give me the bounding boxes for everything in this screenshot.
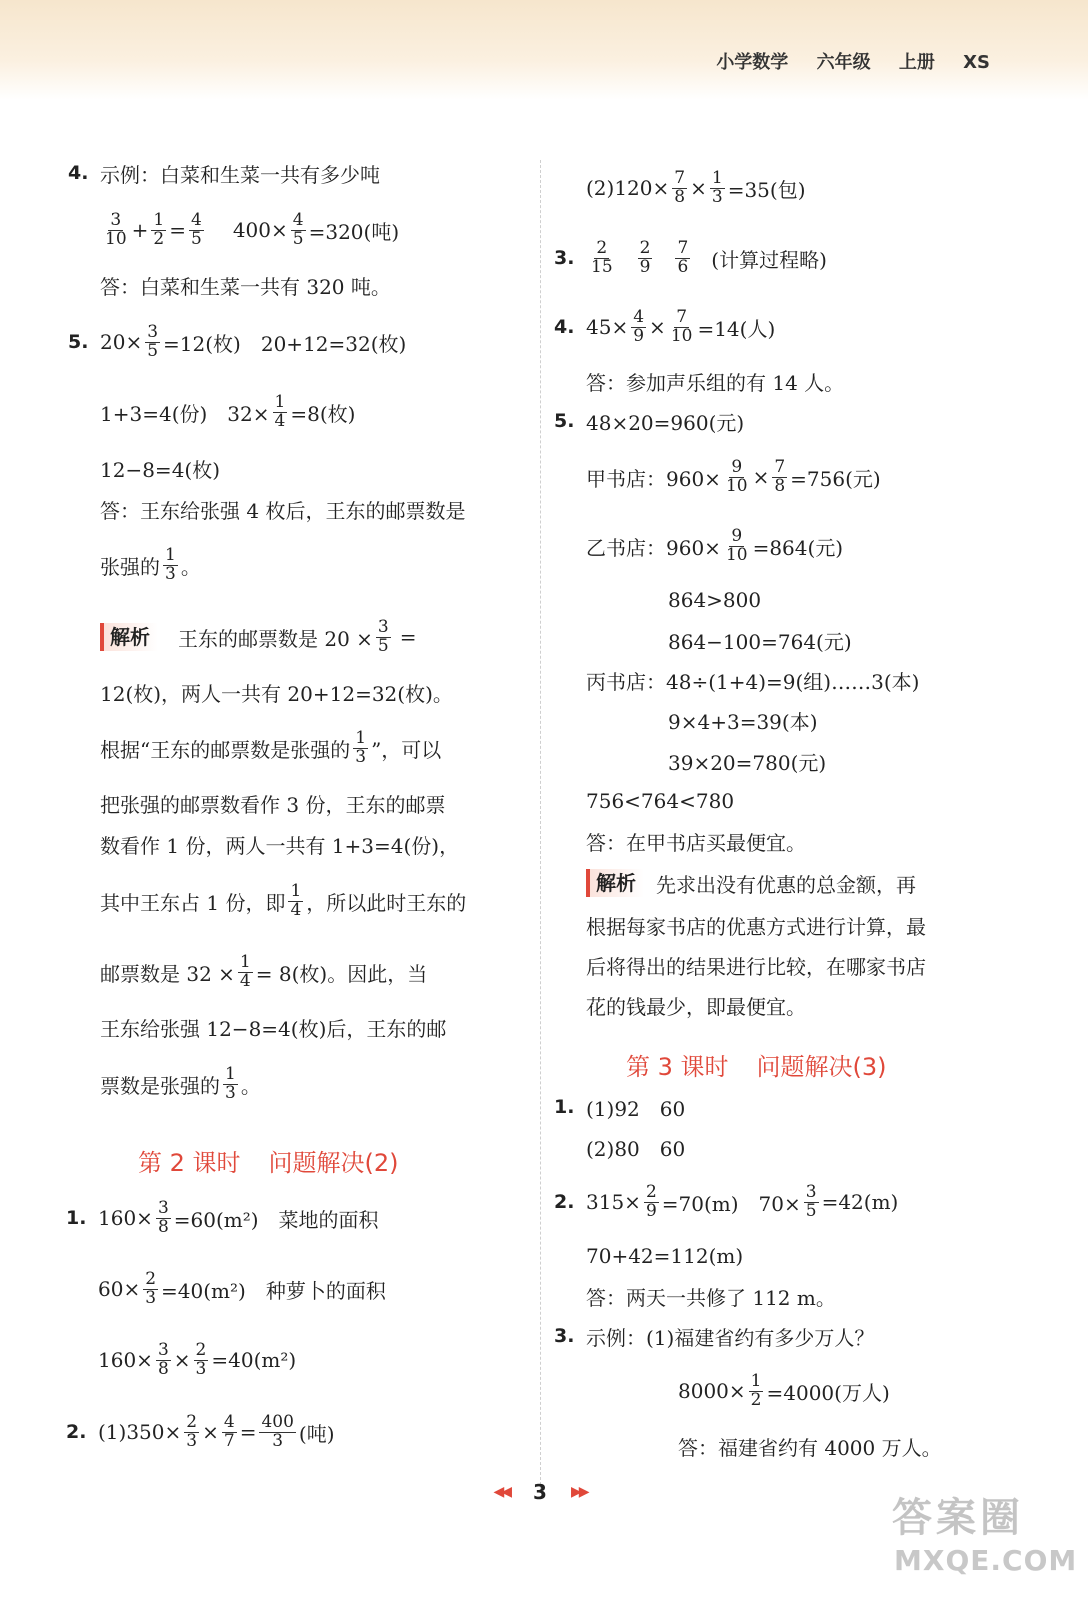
calc-text: =8(枚) xyxy=(290,401,356,426)
r4-answer: 答：参加声乐组的有 14 人。 xyxy=(586,370,845,395)
analysis-text: 先求出没有优惠的总金额，再 xyxy=(656,872,916,897)
fraction: $\frac{1}{3}$ xyxy=(165,544,176,584)
fraction: $\frac{2}{3}$ xyxy=(195,1339,207,1379)
lesson-title: 问题解决(2) xyxy=(268,1149,399,1177)
s3-calc xyxy=(678,1367,890,1415)
header-subject: 小学数学 xyxy=(716,52,789,73)
fraction: $\frac{3}{10}$ xyxy=(105,209,127,249)
times-sign: × xyxy=(649,315,666,339)
jiexi-line9 xyxy=(100,1060,261,1108)
s2-answer: 答：两天一共修了 112 m。 xyxy=(586,1285,836,1310)
fraction: $\frac{1}{4}$ xyxy=(274,391,286,431)
s3-line1 xyxy=(554,1312,874,1360)
fraction: $\frac{1}{4}$ xyxy=(290,880,302,920)
calc-text: =756(元) xyxy=(790,466,881,491)
r-jiexi-line3: 后将得出的结果进行比较，在哪家书店 xyxy=(586,954,926,979)
calc-text: (吨) xyxy=(298,1421,335,1446)
analysis-text: 票数是张强的 xyxy=(100,1073,220,1098)
calc-text: 400× xyxy=(232,218,288,242)
r5-order: 756<764<780 xyxy=(586,789,735,813)
calc-text: =70(m) 70× xyxy=(661,1191,801,1216)
s2-line1 xyxy=(554,1178,898,1226)
calc-text: 160× xyxy=(98,1206,153,1230)
analysis-text: 根据“王东的邮票数是张强的 xyxy=(100,737,351,762)
calc-text: 60× xyxy=(98,1277,141,1301)
jiexi-line4: 把张强的邮票数看作 3 份，王东的邮票 xyxy=(100,792,446,817)
s1-line2: (2)80 60 xyxy=(586,1136,686,1161)
page-number: 3 xyxy=(533,1480,547,1504)
r3-number: 3. xyxy=(554,247,575,269)
calc-text: (2)120× xyxy=(586,176,670,200)
fraction: $\frac{4}{7}$ xyxy=(223,1411,235,1451)
q4-calc xyxy=(100,206,399,254)
calc-text: =35(包) xyxy=(727,177,806,202)
header-grade: 六年级 xyxy=(816,52,871,73)
q4-number: 4. xyxy=(68,162,89,184)
s2-number: 2. xyxy=(554,1191,575,1213)
r5-books: 9×4+3=39(本) xyxy=(668,709,818,734)
analysis-text: 其中王东占 1 份，即 xyxy=(100,890,286,915)
p1-line3 xyxy=(98,1336,296,1384)
s2-line2: 70+42=112(m) xyxy=(586,1244,744,1268)
r5-discount: 864−100=764(元) xyxy=(668,629,852,654)
equals-sign: = xyxy=(169,218,186,242)
fraction: $\frac{3}{5}$ xyxy=(147,321,159,361)
fraction: $\frac{3}{5}$ xyxy=(377,616,389,656)
r4-line xyxy=(554,303,775,351)
r4-number: 4. xyxy=(554,316,575,338)
fraction: $\frac{2}{3}$ xyxy=(186,1411,198,1451)
analysis-text: 。 xyxy=(240,1073,261,1098)
jiexi-line1 xyxy=(100,613,417,661)
fraction: $\frac{1}{2}$ xyxy=(153,209,165,249)
jiexi-line7 xyxy=(100,948,427,996)
p1-line1 xyxy=(66,1194,379,1242)
fraction: $\frac{1}{4}$ xyxy=(239,951,251,991)
calc-text: 48×20=960(元) xyxy=(586,410,745,435)
header-volume: 上册 xyxy=(898,52,935,73)
q5-answer-line1: 答：王东给张强 4 枚后，王东的邮票数是 xyxy=(100,498,466,523)
s3-number: 3. xyxy=(554,1325,575,1347)
analysis-text: = 8(枚)。因此，当 xyxy=(255,961,428,986)
fraction: $\frac{7}{8}$ xyxy=(674,167,686,207)
q5-answer-line2 xyxy=(100,541,201,589)
s1-number: 1. xyxy=(554,1096,575,1118)
calc-text: =40(m²) xyxy=(211,1348,297,1372)
calc-text: 乙书店：960× xyxy=(586,535,721,560)
times-sign: × xyxy=(202,1420,219,1444)
calc-text: =4000(万人) xyxy=(766,1380,890,1405)
fraction: $\frac{2}{9}$ xyxy=(639,237,651,277)
fraction: $\frac{9}{10}$ xyxy=(725,525,748,565)
times-sign: × xyxy=(752,465,770,489)
calc-text: 20× xyxy=(100,330,143,354)
calc-text: (1)92 60 xyxy=(586,1096,686,1121)
calc-text: =12(枚) 20+12=32(枚) xyxy=(163,331,407,356)
analysis-text: = xyxy=(399,625,417,649)
r3-line xyxy=(554,234,827,282)
lesson-3-heading xyxy=(626,1047,887,1082)
r5-number: 5. xyxy=(554,410,575,432)
answer-text: 。 xyxy=(180,554,201,579)
r0-line xyxy=(586,164,806,212)
s3-answer: 答：福建省约有 4000 万人。 xyxy=(678,1435,942,1460)
times-sign: × xyxy=(690,176,707,200)
page-footer xyxy=(460,1477,620,1507)
fraction: $\frac{4}{5}$ xyxy=(191,209,202,249)
r5-answer: 答：在甲书店买最便宜。 xyxy=(586,830,806,855)
q5-line1 xyxy=(68,318,406,366)
fraction: $\frac{2}{9}$ xyxy=(645,1181,657,1221)
analysis-tag: 解析 xyxy=(586,869,644,897)
fraction: $\frac{4}{9}$ xyxy=(633,306,645,346)
analysis-text: ，所以此时王东的 xyxy=(306,890,467,915)
calc-text: (1)350× xyxy=(98,1420,182,1444)
r-jiexi-line1 xyxy=(586,859,916,907)
r-jiexi-line4: 花的钱最少，即最便宜。 xyxy=(586,994,806,1019)
r-jiexi-line2: 根据每家书店的优惠方式进行计算，最 xyxy=(586,914,926,939)
lesson-number: 第 3 课时 xyxy=(626,1053,729,1081)
note-text: (计算过程略) xyxy=(711,247,827,272)
header-edition: XS xyxy=(963,52,990,73)
fraction: $\frac{2}{15}$ xyxy=(591,237,613,277)
fraction: $\frac{7}{6}$ xyxy=(677,237,689,277)
q5-line3: 12−8=4(枚) xyxy=(100,457,221,482)
p2-line1 xyxy=(66,1408,335,1456)
watermark xyxy=(890,1486,1080,1596)
r5-line1 xyxy=(554,397,744,445)
fraction: $\frac{400}{3}$ xyxy=(261,1411,294,1451)
r5-bing-total: 39×20=780(元) xyxy=(668,750,827,775)
fraction: $\frac{1}{3}$ xyxy=(225,1063,236,1103)
q4-answer: 答：白菜和生菜一共有 320 吨。 xyxy=(100,274,391,299)
calc-text: 1+3=4(份) 32× xyxy=(100,401,270,426)
calc-text: =14(人) xyxy=(697,316,776,341)
fraction: $\frac{7}{10}$ xyxy=(670,306,693,346)
calc-text: 甲书店：960× xyxy=(586,466,721,491)
calc-text: 315× xyxy=(586,1190,641,1214)
calc-text: =864(元) xyxy=(752,535,844,560)
q5-number: 5. xyxy=(68,331,89,353)
analysis-text: 邮票数是 32 × xyxy=(100,961,235,986)
fraction: $\frac{4}{5}$ xyxy=(292,209,304,249)
watermark-logo: 答案圈 xyxy=(892,1495,1024,1541)
fraction: $\frac{3}{5}$ xyxy=(805,1181,817,1221)
jiexi-line5: 数看作 1 份，两人一共有 1+3=4(份)， xyxy=(100,833,460,858)
answer-text: 张强的 xyxy=(100,554,160,579)
analysis-text: ”，可以 xyxy=(371,737,442,762)
r5-bing: 丙书店：48÷(1+4)=9(组)……3(本) xyxy=(586,669,920,694)
jiexi-line8: 王东给张强 12−8=4(枚)后，王东的邮 xyxy=(100,1016,447,1041)
question-text: 示例：(1)福建省约有多少万人？ xyxy=(586,1325,875,1350)
r5-jia xyxy=(586,453,881,501)
prev-arrow-icon: ◀◀ xyxy=(493,1484,510,1500)
fraction: $\frac{3}{8}$ xyxy=(157,1197,169,1237)
equals-sign: = xyxy=(239,1420,257,1444)
calc-text: 160× xyxy=(98,1348,153,1372)
calc-text: =320(吨) xyxy=(308,219,400,244)
p2-number: 2. xyxy=(66,1421,87,1443)
fraction: $\frac{3}{8}$ xyxy=(157,1339,169,1379)
analysis-text: 王东的邮票数是 20 × xyxy=(178,626,373,651)
fraction: $\frac{9}{10}$ xyxy=(725,456,748,496)
left-column xyxy=(0,0,540,1600)
watermark-url: MXQE.COM xyxy=(894,1544,1078,1577)
next-arrow-icon: ▶▶ xyxy=(570,1484,587,1500)
lesson-2-heading xyxy=(138,1143,399,1178)
jiexi-line6 xyxy=(100,877,466,925)
jiexi-line3 xyxy=(100,724,441,772)
q4-question xyxy=(68,149,380,197)
calc-text: =60(m²) 菜地的面积 xyxy=(173,1207,379,1232)
fraction: $\frac{7}{8}$ xyxy=(774,456,786,496)
analysis-tag: 解析 xyxy=(100,623,158,651)
plus-sign: + xyxy=(131,218,149,242)
calc-text: =40(m²) 种萝卜的面积 xyxy=(161,1278,386,1303)
calc-text: 8000× xyxy=(678,1379,746,1403)
fraction: $\frac{1}{3}$ xyxy=(355,727,367,767)
fraction: $\frac{2}{3}$ xyxy=(145,1268,157,1308)
fraction: $\frac{1}{2}$ xyxy=(750,1370,762,1410)
p1-number: 1. xyxy=(66,1207,87,1229)
lesson-number: 第 2 课时 xyxy=(138,1149,241,1177)
jiexi-line2: 12(枚)，两人一共有 20+12=32(枚)。 xyxy=(100,681,453,706)
r5-yi xyxy=(586,522,843,570)
r5-compare: 864>800 xyxy=(668,588,762,612)
p1-line2 xyxy=(98,1265,386,1313)
lesson-title: 问题解决(3) xyxy=(756,1053,887,1081)
q5-line2 xyxy=(100,388,355,436)
right-column xyxy=(540,0,1088,1600)
q4-text: 示例：白菜和生菜一共有多少吨 xyxy=(100,162,380,187)
calc-text: =42(m) xyxy=(821,1190,899,1214)
calc-text: 45× xyxy=(586,315,629,339)
fraction: $\frac{1}{3}$ xyxy=(711,167,723,207)
times-sign: × xyxy=(173,1348,191,1372)
